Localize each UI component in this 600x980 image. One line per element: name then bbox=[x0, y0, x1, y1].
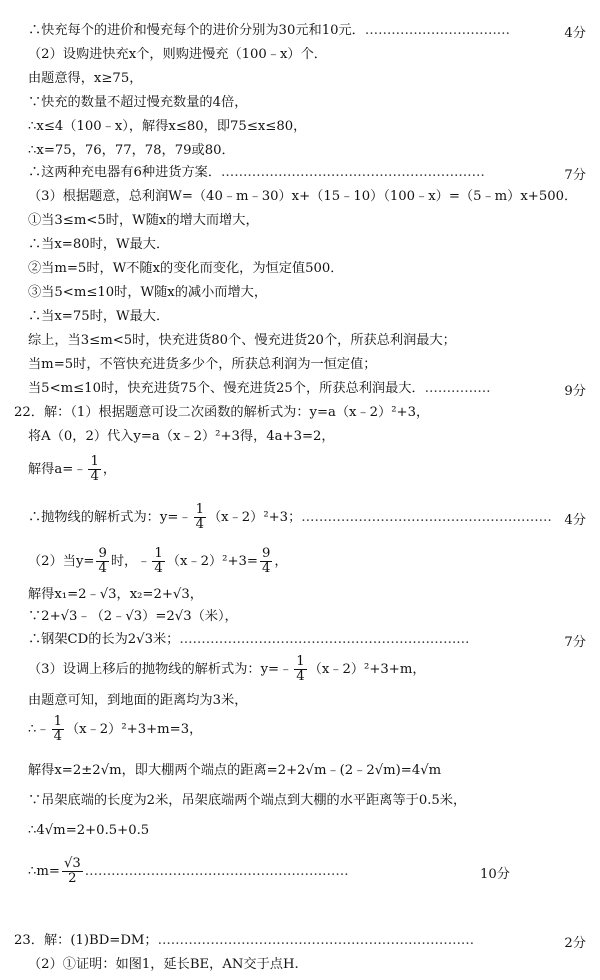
line-3: 由题意得，x≥75， bbox=[28, 71, 143, 86]
q22-line-6: 解得x₁=2﹣√3，x₂=2+√3， bbox=[28, 587, 203, 602]
fraction: $\frac{9}{4}$ bbox=[98, 546, 107, 576]
q22-line-2: 将A（0，2）代入y=a（x﹣2）²+3得，4a+3=2， bbox=[28, 429, 335, 444]
line-9: ①当3≤m<5时，W随x的增大而增大， bbox=[28, 213, 259, 228]
score-10: 10分 bbox=[480, 867, 510, 882]
fraction: $\frac{1}{4}$ bbox=[154, 546, 163, 576]
fraction: $\frac{9}{4}$ bbox=[261, 546, 271, 576]
q22-line-9: （3）设调上移后的抛物线的解析式为：y=﹣ $\frac{1}{4}$ （x﹣2）²+3+m， bbox=[28, 654, 426, 684]
q22-line-1: 22．解：（1）根据题意可设二次函数的解析式为：y=a（x﹣2）²+3， bbox=[14, 405, 430, 420]
score-4a: 4分 bbox=[564, 26, 586, 41]
q22-line-14: ∴4√m=2+0.5+0.5 bbox=[28, 823, 150, 838]
line-16: 当5<m≤10时，快充进货75个、慢充进货25个，所获总利润最大．…………… bbox=[28, 381, 491, 396]
line-7: ∴这两种充电器有6种进货方案．…………………………………………………… bbox=[28, 165, 485, 180]
q22-line-3: 解得a=﹣ $\frac{1}{4}$ ， bbox=[28, 454, 117, 484]
score-2: 2分 bbox=[564, 936, 586, 951]
line-14: 综上，当3≤m<5时，快充进货80个、慢充进货20个，所获总利润最大； bbox=[28, 333, 456, 348]
score-7a: 7分 bbox=[564, 168, 586, 183]
line-12: ③当5<m≤10时，W随x的减小而增大， bbox=[28, 285, 268, 300]
line-11: ②当m=5时，W不随x的变化而变化，为恒定值500． bbox=[28, 261, 344, 276]
line-2: （2）设购进快充x个，则购进慢充（100﹣x）个． bbox=[28, 47, 327, 62]
q22-line-11: ∴﹣ $\frac{1}{4}$ （x﹣2）²+3+m=3， bbox=[28, 714, 203, 744]
fraction: $\frac{√3}{2}$ bbox=[63, 856, 81, 886]
fraction: $\frac{1}{4}$ bbox=[296, 654, 305, 684]
line-5: ∴x≤4（100﹣x），解得x≤80，即75≤x≤80， bbox=[28, 119, 307, 134]
score-9: 9分 bbox=[564, 384, 586, 399]
line-6: ∴x=75，76，77，78，79或80． bbox=[28, 143, 235, 158]
line-4: ∵快充的数量不超过慢充数量的4倍， bbox=[28, 95, 248, 110]
line-10: ∴当x=80时，W最大． bbox=[28, 237, 170, 252]
q22-line-7: ∵2+√3﹣（2﹣√3）=2√3（米）， bbox=[28, 609, 238, 624]
line-8: （3）根据题意，总利润W=（40﹣m﹣30）x+（15﹣10）（100﹣x）=（5﹣m）x+500． bbox=[28, 189, 578, 204]
q23-line-2: （2）①证明：如图1，延长BE，AN交于点H. bbox=[28, 957, 299, 972]
q23-line-1: 23．解：(1)BD=DM；……………………………………………………………… bbox=[14, 933, 475, 948]
q22-line-13: ∵吊架底端的长度为2米，吊架底端两个端点到大棚的水平距离等于0.5米， bbox=[28, 793, 467, 808]
q22-line-5: （2）当y= $\frac{9}{4}$ 时，﹣ $\frac{1}{4}$ （x﹣2）²+3= $\frac{9}{4}$ ， bbox=[28, 546, 288, 576]
q22-line-4: ∴抛物线的解析式为：y=﹣ $\frac{1}{4}$ （x﹣2）²+3；………………………………………………… bbox=[28, 502, 552, 532]
score-4b: 4分 bbox=[564, 513, 586, 528]
line-1: ∴快充每个的进价和慢充每个的进价分别为30元和10元．…………………………… bbox=[28, 23, 510, 38]
line-15: 当m=5时，不管快充进货多少个，所获总利润为一恒定值； bbox=[28, 357, 377, 372]
q22-line-10: 由题意可知，到地面的距离均为3米， bbox=[28, 693, 248, 708]
line-13: ∴当x=75时，W最大． bbox=[28, 309, 170, 324]
fraction: $\frac{1}{4}$ bbox=[90, 454, 99, 484]
score-7b: 7分 bbox=[564, 635, 586, 650]
q22-line-12: 解得x=2±2√m，即大棚两个端点的距离=2+2√m﹣(2﹣2√m)=4√m bbox=[28, 763, 442, 778]
q22-line-15: ∴m= $\frac{√3}{2}$ …………………………………………………… bbox=[28, 856, 349, 886]
q22-line-8: ∴钢架CD的长为2√3米；………………………………………………………… bbox=[28, 632, 470, 647]
fraction: $\frac{1}{4}$ bbox=[53, 714, 62, 744]
fraction: $\frac{1}{4}$ bbox=[195, 502, 204, 532]
